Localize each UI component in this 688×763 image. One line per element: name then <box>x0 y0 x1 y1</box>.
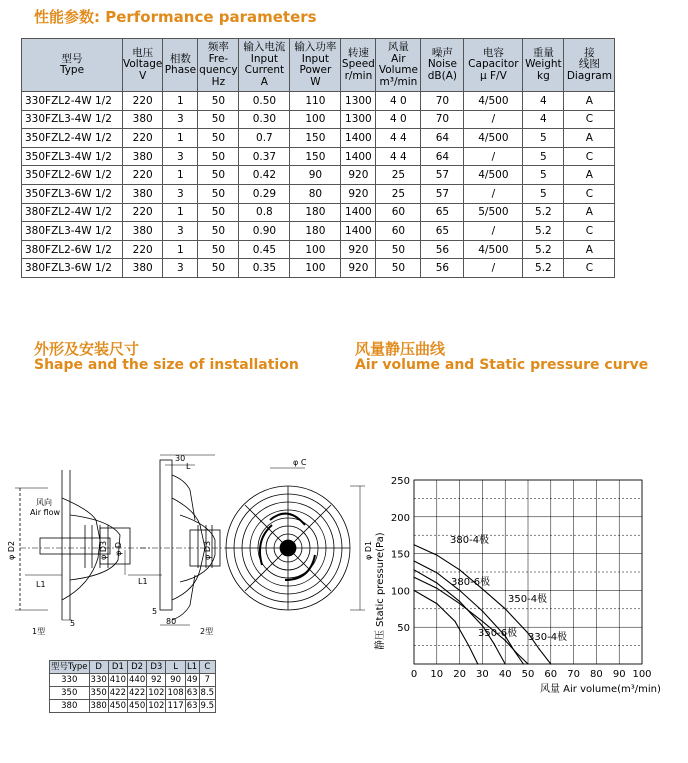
perf-cell: C <box>564 147 615 166</box>
perf-header-text: 噪声 <box>431 46 453 59</box>
perf-cell: 330FZL2-4W 1/2 <box>22 92 123 111</box>
perf-cell: 65 <box>421 203 464 222</box>
perf-header-text: Type <box>59 64 85 76</box>
dim-header-cell: D2 <box>128 661 147 674</box>
series-point <box>436 554 437 555</box>
perf-header-text: 重量 <box>532 46 554 59</box>
perf-cell: 50 <box>376 259 421 278</box>
perf-cell: 330FZL3-4W 1/2 <box>22 110 123 129</box>
perf-cell: 150 <box>290 129 341 148</box>
perf-cell: 4/500 <box>464 129 523 148</box>
dim-header-cell: L <box>166 661 185 674</box>
perf-cell: 0.7 <box>239 129 290 148</box>
dim-d2-label: φ D2 <box>7 540 16 560</box>
series-point <box>550 663 551 664</box>
perf-cell: 4/500 <box>464 92 523 111</box>
perf-cell: 0.37 <box>239 147 290 166</box>
perf-cell: 5.2 <box>523 203 564 222</box>
dim-l-label: L <box>186 462 191 471</box>
dim-cell: 380 <box>90 700 107 711</box>
dim-header-cell: D1 <box>108 661 127 674</box>
perf-cell: 380FZL3-4W 1/2 <box>22 222 123 241</box>
series-point <box>413 569 414 570</box>
perf-cell: 1 <box>163 203 198 222</box>
perf-cell: 65 <box>421 222 464 241</box>
perf-header-text: Voltage <box>123 58 163 71</box>
perf-cell: 70 <box>421 110 464 129</box>
perf-cell: 380FZL3-6W 1/2 <box>22 259 123 278</box>
perf-cell: A <box>564 203 615 222</box>
perf-cell: 50 <box>198 129 239 148</box>
perf-cell: 180 <box>290 222 341 241</box>
dim-5-label-2: 5 <box>152 607 158 616</box>
series-point <box>413 544 414 545</box>
perf-cell: 56 <box>421 259 464 278</box>
perf-cell: 1 <box>163 92 198 111</box>
x-tick-label: 0 <box>410 669 418 680</box>
dim-cell: 422 <box>129 687 146 698</box>
perf-cell: 4/500 <box>464 240 523 259</box>
dim-l1-label-2: L1 <box>138 577 148 586</box>
dim-cell: 63 <box>186 700 198 711</box>
y-tick-label: 200 <box>390 512 410 524</box>
perf-cell: 56 <box>421 240 464 259</box>
perf-header-text: V <box>139 69 147 82</box>
perf-cell: 50 <box>198 259 239 278</box>
perf-cell: 5 <box>523 129 564 148</box>
series-point <box>493 643 494 644</box>
x-tick-label: 50 <box>521 669 535 680</box>
dim-d-label-1: φ D <box>114 542 123 556</box>
perf-cell: A <box>564 166 615 185</box>
perf-header-text: Current <box>244 64 285 76</box>
perf-cell: 5.2 <box>523 259 564 278</box>
perf-cell: 50 <box>198 240 239 259</box>
curve-title-en: Air volume and Static pressure curve <box>355 357 649 373</box>
dim-header-cell: L1 <box>187 661 198 672</box>
perf-cell: 4 0 <box>376 110 421 129</box>
series-point <box>523 663 524 664</box>
series-label: 350-6极 <box>478 628 518 639</box>
perf-cell: 3 <box>163 222 198 241</box>
series-point <box>477 663 478 664</box>
airflow-label-en: Air flow <box>30 508 61 517</box>
perf-cell: 220 <box>123 203 163 222</box>
perf-header-text: 电容 <box>482 46 504 59</box>
perf-cell: 50 <box>198 147 239 166</box>
dim-cell: 49 <box>186 674 198 685</box>
perf-header-text: Speed <box>341 58 375 71</box>
perf-cell: 4/500 <box>464 166 523 185</box>
perf-cell: 1 <box>163 166 198 185</box>
dim-cell: 7 <box>199 674 216 687</box>
dim-cell: 9.5 <box>200 700 215 711</box>
perf-cell: 1 <box>163 129 198 148</box>
perf-cell: 220 <box>123 129 163 148</box>
dim-header-cell: 型号Type <box>51 661 88 672</box>
dim-d3-label-1: φ D3 <box>99 540 108 560</box>
perf-header-text: quency <box>199 64 238 76</box>
dim-header-cell: C <box>199 661 216 674</box>
perf-header-text: Air <box>391 52 406 65</box>
series-point <box>413 560 414 561</box>
dim-30-label: 30 <box>175 454 186 463</box>
perf-header-text: W <box>310 75 321 88</box>
x-tick-label: 40 <box>498 669 512 680</box>
perf-cell: 50 <box>198 222 239 241</box>
perf-cell: A <box>564 92 615 111</box>
series-point <box>527 663 528 664</box>
x-tick-label: 30 <box>476 669 489 680</box>
dim-cell: 330 <box>50 674 90 687</box>
series-point <box>436 603 437 604</box>
perf-header-text: Power <box>299 64 332 76</box>
perf-header-text: μ F/V <box>480 69 507 82</box>
perf-cell: 920 <box>341 184 376 203</box>
dim-cell: 450 <box>109 700 126 711</box>
perf-cell: 5/500 <box>464 203 523 222</box>
perf-cell: 1300 <box>341 110 376 129</box>
series-label: 380-4极 <box>450 535 490 546</box>
dim-cell: 63 <box>186 687 198 698</box>
perf-cell: 80 <box>290 184 341 203</box>
perf-cell: 1400 <box>341 203 376 222</box>
dim-cell: 117 <box>167 700 184 711</box>
perf-header-text: m³/min <box>379 75 418 88</box>
series-point <box>459 603 460 604</box>
series-point <box>482 588 483 589</box>
perf-cell: 0.45 <box>239 240 290 259</box>
dim-c-label: φ C <box>293 458 307 467</box>
series-label: 380-6极 <box>451 577 491 588</box>
series-point <box>413 590 414 591</box>
curve-title-cn: 风量静压曲线 <box>355 340 446 358</box>
series-point <box>514 650 515 651</box>
perf-cell: 380FZL2-6W 1/2 <box>22 240 123 259</box>
perf-cell: 4 4 <box>376 129 421 148</box>
dim-cell: 440 <box>129 674 146 685</box>
dim-cell: 108 <box>167 687 184 698</box>
airflow-label-cn: 风向 <box>36 498 52 507</box>
perf-cell: 50 <box>198 92 239 111</box>
perf-cell: / <box>464 259 523 278</box>
perf-cell: 50 <box>198 110 239 129</box>
x-tick-label: 60 <box>544 669 558 680</box>
dim-cell: 90 <box>166 674 185 687</box>
dim-cell: 422 <box>109 687 126 698</box>
series-point <box>539 649 540 650</box>
perf-cell: 380 <box>123 147 163 166</box>
perf-header-text: 电压 <box>132 46 154 59</box>
series-label: 350-4极 <box>508 594 548 605</box>
perf-cell: 0.42 <box>239 166 290 185</box>
dim-cell: 380 <box>50 700 90 713</box>
perf-cell: 380 <box>123 259 163 278</box>
perf-cell: 3 <box>163 147 198 166</box>
perf-cell: 0.29 <box>239 184 290 203</box>
series-point <box>436 588 437 589</box>
perf-cell: 380 <box>123 184 163 203</box>
perf-cell: 4 0 <box>376 92 421 111</box>
perf-cell: 5 <box>523 147 564 166</box>
perf-cell: 50 <box>376 240 421 259</box>
x-tick-label: 90 <box>612 669 626 680</box>
perf-cell: 380 <box>123 110 163 129</box>
perf-cell: 5 <box>523 184 564 203</box>
perf-header-text: dB(A) <box>427 69 458 82</box>
perf-cell: / <box>464 147 523 166</box>
perf-cell: 57 <box>421 166 464 185</box>
dim-cell: 102 <box>148 700 165 711</box>
perf-cell: 180 <box>290 203 341 222</box>
perf-cell: 50 <box>198 184 239 203</box>
perf-header-text: 线图 <box>578 58 600 71</box>
series-point <box>454 621 455 622</box>
perf-cell: 110 <box>290 92 341 111</box>
perf-cell: 380FZL2-4W 1/2 <box>22 203 123 222</box>
y-tick-label: 100 <box>390 586 410 598</box>
chart-xlabel: 风量 Air volume(m³/min) <box>540 684 661 695</box>
series-point <box>482 625 483 626</box>
dim-cell: 102 <box>148 687 165 698</box>
perf-cell: / <box>464 222 523 241</box>
perf-cell: 0.35 <box>239 259 290 278</box>
perf-cell: 60 <box>376 222 421 241</box>
y-tick-label: 250 <box>390 476 410 487</box>
series-point <box>459 590 460 591</box>
perf-cell: C <box>564 222 615 241</box>
perf-cell: 25 <box>376 184 421 203</box>
perf-cell: A <box>564 129 615 148</box>
perf-cell: / <box>464 184 523 203</box>
perf-cell: 1400 <box>341 129 376 148</box>
perf-header-text: Noise <box>427 58 457 71</box>
perf-header-text: 风量 <box>387 41 409 53</box>
perf-header-text: 转速 <box>347 46 369 59</box>
perf-cell: 4 <box>523 92 564 111</box>
perf-cell: 0.8 <box>239 203 290 222</box>
perf-cell: 920 <box>341 240 376 259</box>
perf-cell: 1300 <box>341 92 376 111</box>
series-point <box>482 610 483 611</box>
perf-cell: C <box>564 184 615 203</box>
perf-cell: 3 <box>163 259 198 278</box>
perf-cell: 57 <box>421 184 464 203</box>
perf-header-text: 输入电流 <box>243 41 286 53</box>
perf-header-text: Fre- <box>208 52 229 65</box>
perf-cell: 100 <box>290 259 341 278</box>
perf-header-text: kg <box>537 69 550 82</box>
dim-80-label: 80 <box>166 617 177 626</box>
type2-label: 2型 <box>200 627 214 636</box>
dim-l1-label-1: L1 <box>36 580 46 589</box>
dim-cell: 350 <box>50 687 90 700</box>
dim-header-cell: D <box>89 661 108 674</box>
perf-cell: 220 <box>123 92 163 111</box>
perf-cell: 50 <box>198 166 239 185</box>
perf-cell: 5 <box>523 166 564 185</box>
performance-title: 性能参数: Performance parameters <box>34 8 317 26</box>
perf-cell: 60 <box>376 203 421 222</box>
perf-cell: 100 <box>290 110 341 129</box>
perf-header-text: 相数 <box>169 52 191 65</box>
perf-header-text: Hz <box>211 75 226 88</box>
series-point <box>459 569 460 570</box>
dim-cell: 92 <box>147 674 166 687</box>
perf-cell: 350FZL3-4W 1/2 <box>22 147 123 166</box>
perf-cell: 0.90 <box>239 222 290 241</box>
dim-d3-label-2: φ D3 <box>203 540 212 560</box>
dim-cell: 410 <box>109 674 126 685</box>
perf-cell: 3 <box>163 110 198 129</box>
series-point <box>505 663 506 664</box>
perf-cell: 3 <box>163 184 198 203</box>
perf-cell: 5.2 <box>523 240 564 259</box>
perf-cell: 4 4 <box>376 147 421 166</box>
perf-header-text: Weight <box>525 58 562 71</box>
perf-cell: 920 <box>341 166 376 185</box>
perf-cell: 70 <box>421 92 464 111</box>
perf-cell: 5.2 <box>523 222 564 241</box>
perf-header-text: 频率 <box>207 41 229 53</box>
perf-cell: 150 <box>290 147 341 166</box>
perf-cell: 350FZL2-6W 1/2 <box>22 166 123 185</box>
perf-header-text: 型号 <box>61 52 83 65</box>
x-tick-label: 70 <box>567 669 580 680</box>
dim-cell: 8.5 <box>200 687 215 698</box>
dim-cell: 330 <box>90 674 107 685</box>
perf-header-text: Volume <box>378 64 418 76</box>
series-point <box>436 572 437 573</box>
series-point <box>436 582 437 583</box>
perf-cell: 4 <box>523 110 564 129</box>
perf-header-text: Diagram <box>566 69 612 82</box>
perf-cell: 1 <box>163 240 198 259</box>
perf-cell: 220 <box>123 240 163 259</box>
perf-cell: 25 <box>376 166 421 185</box>
series-point <box>413 577 414 578</box>
perf-cell: 380 <box>123 222 163 241</box>
series-point <box>482 621 483 622</box>
perf-cell: 350FZL2-4W 1/2 <box>22 129 123 148</box>
perf-header-text: A <box>260 75 268 88</box>
perf-cell: 90 <box>290 166 341 185</box>
y-tick-label: 50 <box>397 623 410 635</box>
y-tick-label: 150 <box>390 549 410 561</box>
series-point <box>505 608 506 609</box>
perf-header-text: Input <box>250 52 278 65</box>
perf-header-text: r/min <box>344 69 373 82</box>
perf-cell: 350FZL3-6W 1/2 <box>22 184 123 203</box>
dim-d1-label: φ D1 <box>364 540 373 560</box>
chart-ylabel: 静压 Static pressure(Pa) <box>375 532 386 650</box>
perf-cell: 920 <box>341 259 376 278</box>
perf-cell: A <box>564 240 615 259</box>
type1-label: 1型 <box>32 627 46 636</box>
perf-header-text: Input <box>301 52 329 65</box>
perf-cell: 0.50 <box>239 92 290 111</box>
x-tick-label: 100 <box>632 669 652 680</box>
perf-cell: 64 <box>421 129 464 148</box>
perf-cell: 100 <box>290 240 341 259</box>
shape-title-cn: 外形及安装尺寸 <box>34 340 140 358</box>
perf-cell: C <box>564 259 615 278</box>
perf-header-text: 接 <box>584 46 595 59</box>
dim-cell: 450 <box>129 700 146 711</box>
series-point <box>468 645 469 646</box>
x-tick-label: 20 <box>453 669 466 680</box>
perf-header-text: Phase <box>164 64 197 76</box>
perf-cell: 220 <box>123 166 163 185</box>
series-point <box>505 640 506 641</box>
perf-cell: C <box>564 110 615 129</box>
perf-header-text: 输入功率 <box>294 41 337 53</box>
series-label: 330-4极 <box>528 632 568 643</box>
perf-cell: / <box>464 110 523 129</box>
x-tick-label: 80 <box>590 669 603 680</box>
perf-cell: 1400 <box>341 222 376 241</box>
perf-header-text: Capacitor <box>468 58 519 71</box>
series-point <box>459 601 460 602</box>
dim-5-label-1: 5 <box>70 619 76 628</box>
dim-header-cell: D3 <box>147 661 166 674</box>
perf-cell: 0.30 <box>239 110 290 129</box>
perf-cell: 1400 <box>341 147 376 166</box>
dim-cell: 350 <box>90 687 107 698</box>
x-tick-label: 10 <box>430 669 444 680</box>
perf-cell: 50 <box>198 203 239 222</box>
perf-cell: 64 <box>421 147 464 166</box>
shape-title-en: Shape and the size of installation <box>34 357 299 373</box>
